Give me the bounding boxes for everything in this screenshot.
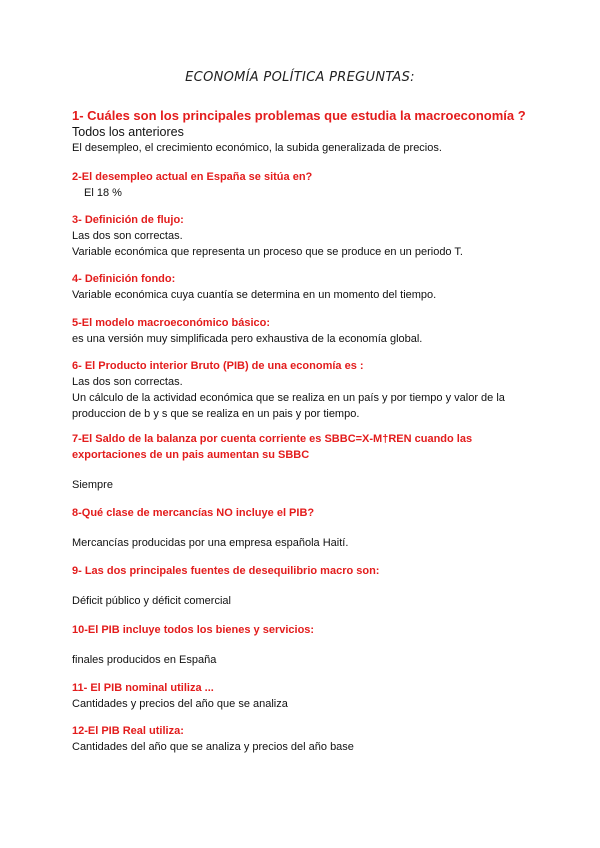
question-text: 4- Definición fondo: [72, 273, 176, 285]
question-text: 7-El Saldo de la balanza por cuenta corriente es SBBC=X-M†REN cuando las [72, 433, 473, 445]
question-text: 9- Las dos principales fuentes de desequilibrio macro son: [72, 565, 380, 577]
question-7 [72, 431, 572, 493]
answer-line: Variable económica que representa un proceso que se produce en un periodo T. [72, 246, 463, 258]
question-10 [72, 622, 572, 668]
question-4 [72, 271, 572, 303]
question-text: 8-Qué clase de mercancías NO incluye el PIB? [72, 507, 315, 519]
question-5 [72, 315, 572, 347]
question-6 [72, 358, 572, 422]
question-text: 6- El Producto interior Bruto (PIB) de una economía es : [72, 360, 364, 372]
answer-line: Las dos son correctas. [72, 230, 183, 242]
question-2 [72, 169, 572, 201]
answer-line: Variable económica cuya cuantía se determina en un momento del tiempo. [72, 289, 437, 301]
answer-line: finales producidos en España [72, 654, 217, 666]
question-11 [72, 680, 572, 712]
document-title: ECONOMÍA POLÍTICA PREGUNTAS: [185, 70, 415, 85]
answer-line: Cantidades y precios del año que se analiza [72, 698, 288, 710]
answer-line: Mercancías producidas por una empresa española Haití. [72, 537, 349, 549]
question-3 [72, 212, 572, 260]
question-text: 1- Cuáles son los principales problemas que estudia la macroeconomía ? [72, 108, 526, 123]
answer-line: Déficit público y déficit comercial [72, 595, 231, 607]
question-text: 11- El PIB nominal utiliza ... [72, 682, 214, 694]
answer-line: El 18 % [84, 187, 122, 199]
question-1 [72, 108, 572, 156]
question-9 [72, 563, 572, 609]
question-text: exportaciones de un pais aumentan su SBBC [72, 449, 310, 461]
question-12 [72, 723, 572, 755]
question-text: 10-El PIB incluye todos los bienes y servicios: [72, 624, 315, 636]
question-text: 3- Definición de flujo: [72, 214, 184, 226]
answer-line: El desempleo, el crecimiento económico, la subida generalizada de precios. [72, 142, 442, 154]
question-text: 2-El desempleo actual en España se sitúa en? [72, 171, 313, 183]
answer-line: Todos los anteriores [72, 125, 184, 139]
answer-line: Siempre [72, 479, 113, 491]
answer-line: Cantidades del año que se analiza y precios del año base [72, 741, 354, 753]
question-8 [72, 505, 572, 551]
answer-line: Las dos son correctas. [72, 376, 183, 388]
question-text: 5-El modelo macroeconómico básico: [72, 317, 271, 329]
answer-line: es una versión muy simplificada pero exhaustiva de la economía global. [72, 333, 423, 345]
answer-line: produccion de b y s que se realiza en un pais y por tiempo. [72, 408, 360, 420]
question-text: 12-El PIB Real utiliza: [72, 725, 184, 737]
answer-line: Un cálculo de la actividad económica que se realiza en un país y por tiempo y valor de la [72, 392, 505, 404]
